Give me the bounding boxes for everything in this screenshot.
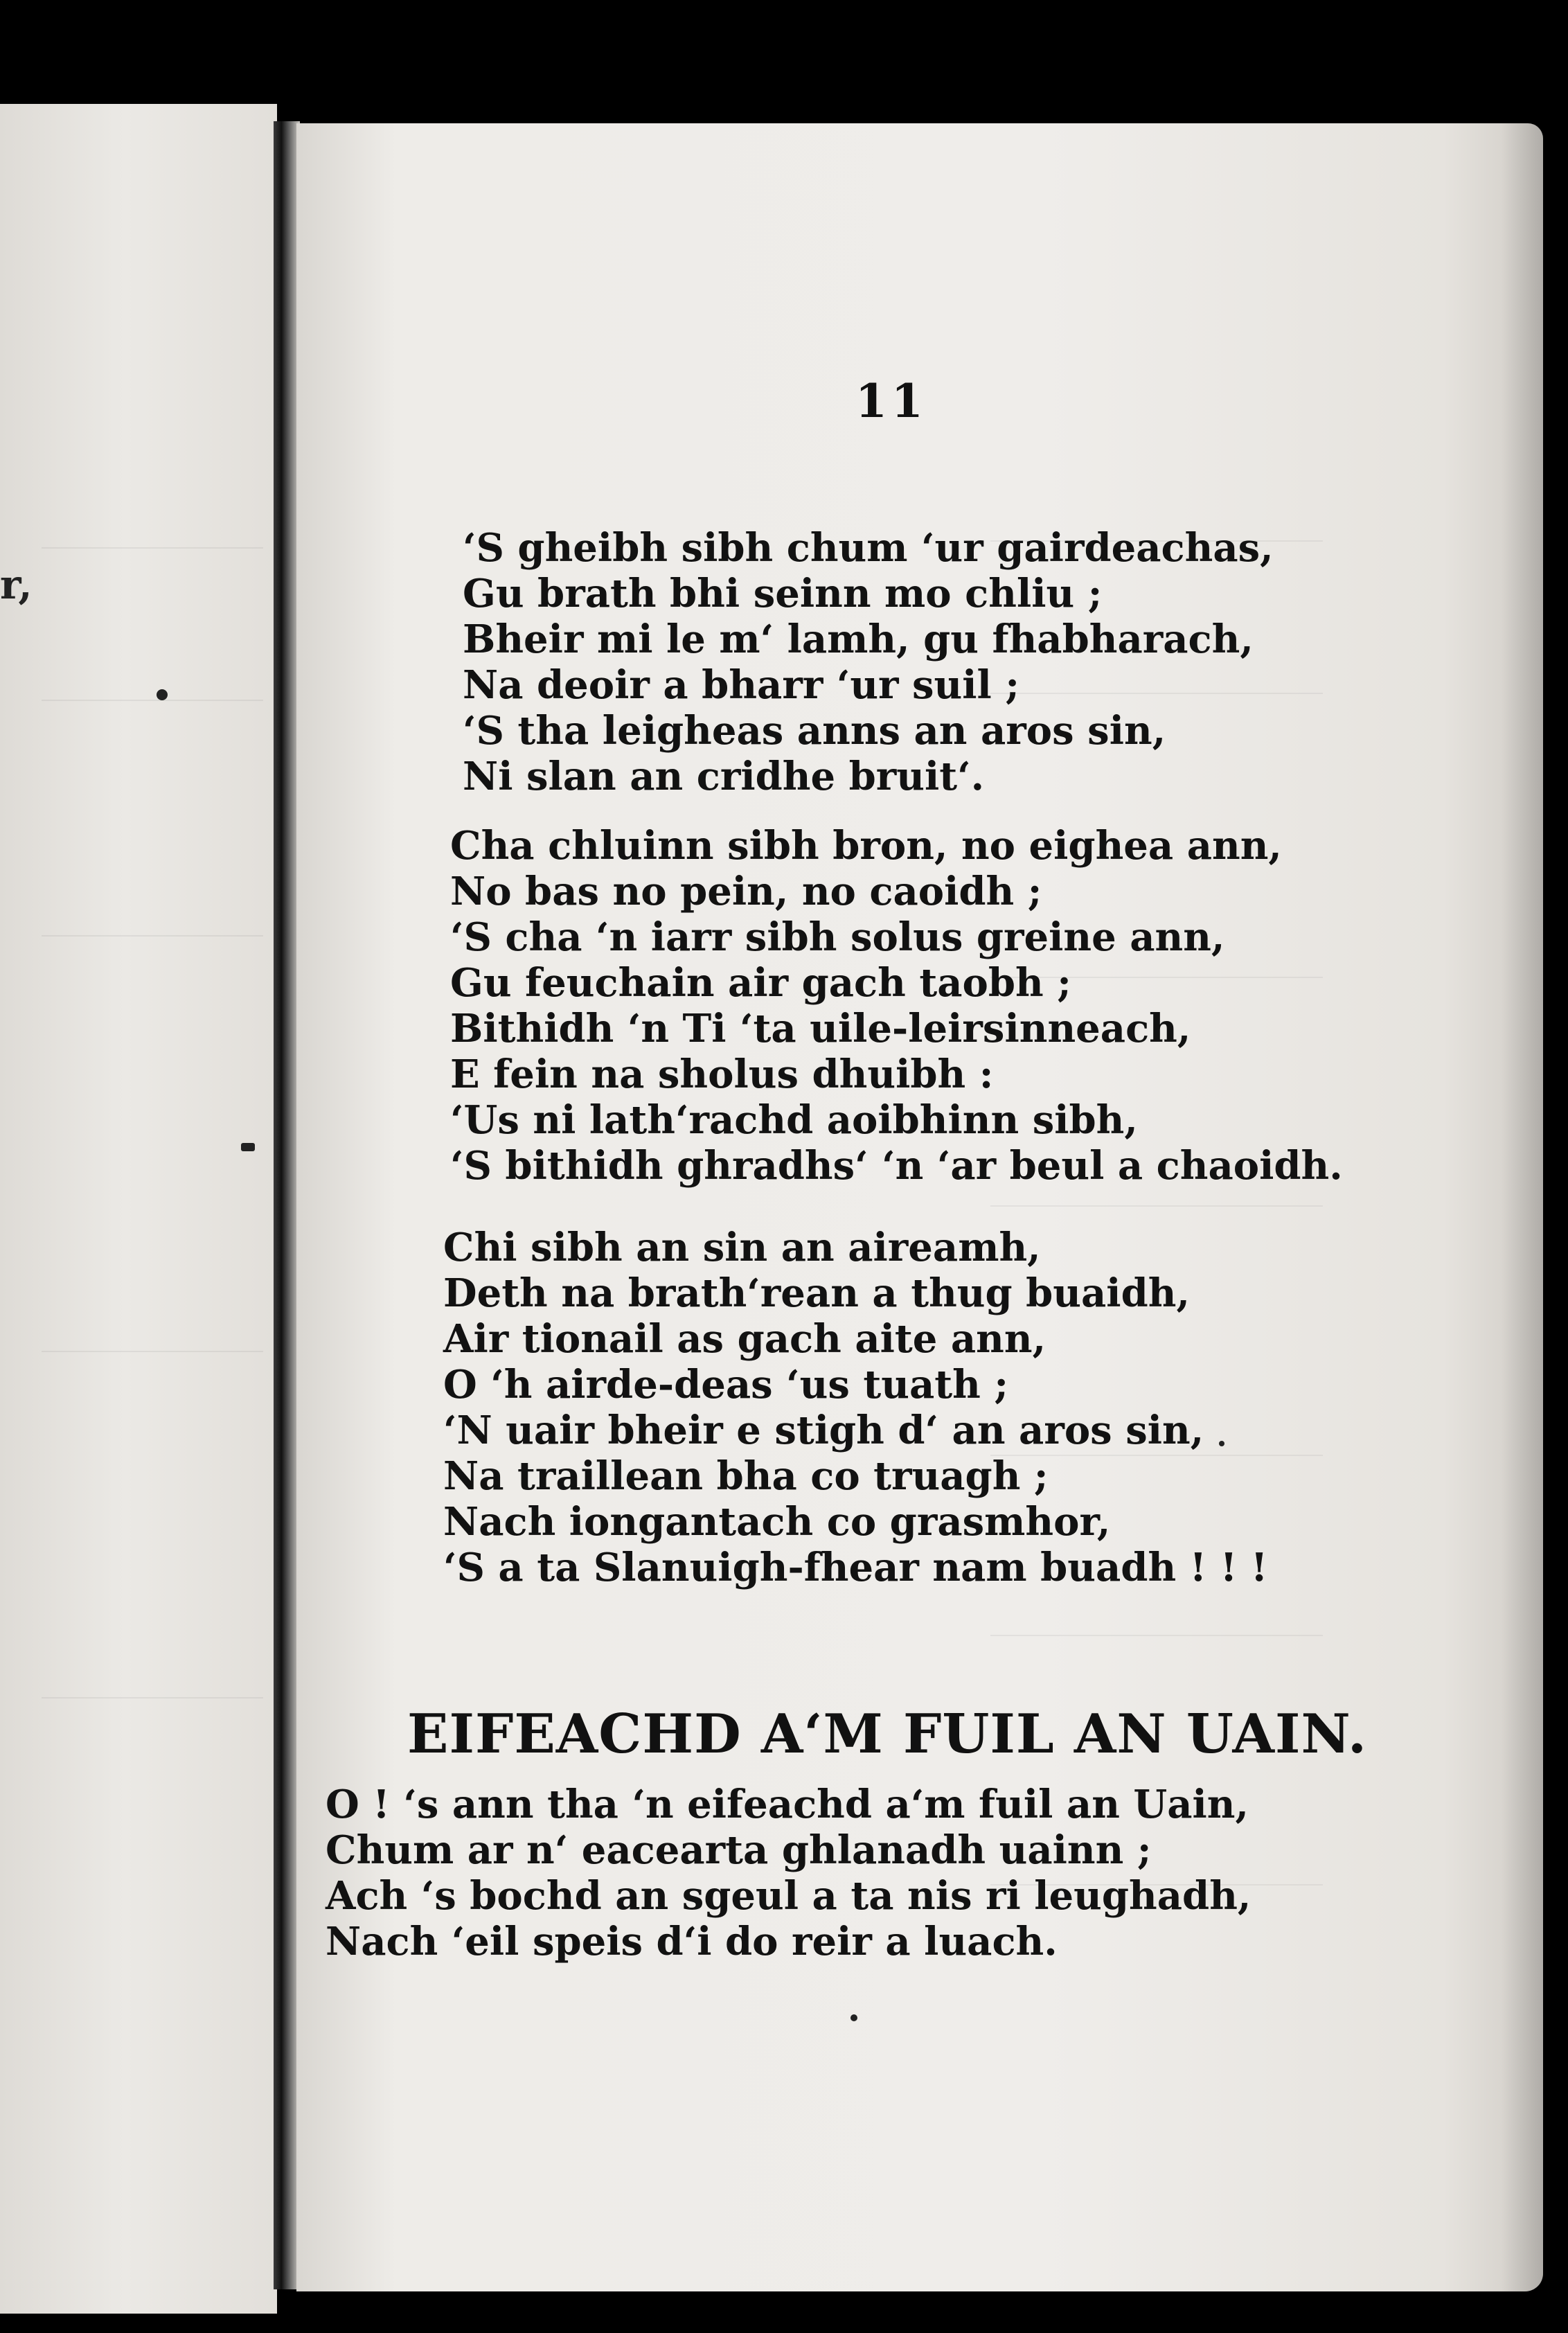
verse-line: ‘S tha leigheas anns an aros sin, (463, 708, 1166, 754)
stanza (450, 823, 1343, 1189)
bleed-through-line (42, 935, 263, 937)
verse-line: ‘S gheibh sibh chum ‘ur gairdeachas, (463, 525, 1274, 571)
verse-line: ‘S bithidh ghradhs‘ ‘n ‘ar beul a chaoidh. (450, 1143, 1343, 1189)
verse-line: Ni slan an cridhe bruit‘. (463, 754, 985, 799)
verse-line: Deth na brath‘rean a thug buaidh, (443, 1270, 1190, 1316)
verse-line: Gu feuchain air gach taobh ; (450, 960, 1071, 1006)
verse-line: Nach ‘eil speis d‘i do reir a luach. (326, 1919, 1058, 1964)
previous-page-edge-text: r, (0, 561, 33, 608)
ink-speck (1219, 1441, 1224, 1446)
verse-line: Chum ar n‘ eacearta ghlanadh uainn ; (326, 1827, 1152, 1873)
bleed-through-line (42, 1697, 263, 1698)
verse-line: Nach iongantach co grasmhor, (443, 1499, 1111, 1545)
verse-line: ‘S a ta Slanuigh-fhear nam buadh ! ! ! (443, 1545, 1268, 1590)
verse-line: O ‘h airde-deas ‘us tuath ; (443, 1362, 1009, 1408)
verse-line: ‘S cha ‘n iarr sibh solus greine ann, (450, 914, 1225, 960)
previous-page-fragment (0, 104, 277, 2314)
verse-line: No bas no pein, no caoidh ; (450, 869, 1042, 914)
verse-line: E fein na sholus dhuibh : (450, 1052, 994, 1097)
bleed-through-line (42, 547, 263, 549)
stanza (326, 1782, 1251, 1964)
hymn-title: EIFEACHD A‘M FUIL AN UAIN. (407, 1703, 1367, 1766)
verse-line: Air tionail as gach aite ann, (443, 1316, 1046, 1362)
verse-line: Gu brath bhi seinn mo chliu ; (463, 571, 1103, 616)
verse-line: Chi sibh an sin an aireamh, (443, 1225, 1041, 1270)
bleed-through-line (42, 1351, 263, 1352)
current-page (296, 123, 1543, 2291)
verse-line: ‘Us ni lath‘rachd aoibhinn sibh, (450, 1097, 1138, 1143)
verse-line: Ach ‘s bochd an sgeul a ta nis ri leughadh, (326, 1873, 1251, 1919)
verse-line: Na deoir a bharr ‘ur suil ; (463, 662, 1019, 708)
ink-mark (241, 1143, 255, 1151)
verse-line: Bheir mi le m‘ lamh, gu fhabharach, (463, 616, 1254, 662)
ink-speck (850, 2014, 857, 2021)
stanza (443, 1225, 1267, 1590)
verse-line: O ! ‘s ann tha ‘n eifeachd a‘m fuil an Uain, (326, 1782, 1249, 1827)
verse-line: Na traillean bha co truagh ; (443, 1453, 1049, 1499)
bleed-through-line (990, 1205, 1323, 1207)
ink-speck (157, 689, 168, 700)
bleed-through-line (42, 700, 263, 701)
bleed-through-line (990, 1635, 1323, 1636)
page-number: 11 (855, 374, 927, 428)
stanza (463, 525, 1274, 799)
verse-line: Bithidh ‘n Ti ‘ta uile-leirsinneach, (450, 1006, 1191, 1052)
verse-line: ‘N uair bheir e stigh d‘ an aros sin, (443, 1408, 1204, 1453)
verse-line: Cha chluinn sibh bron, no eighea ann, (450, 823, 1282, 869)
page-edge-shadow (1502, 123, 1543, 2291)
